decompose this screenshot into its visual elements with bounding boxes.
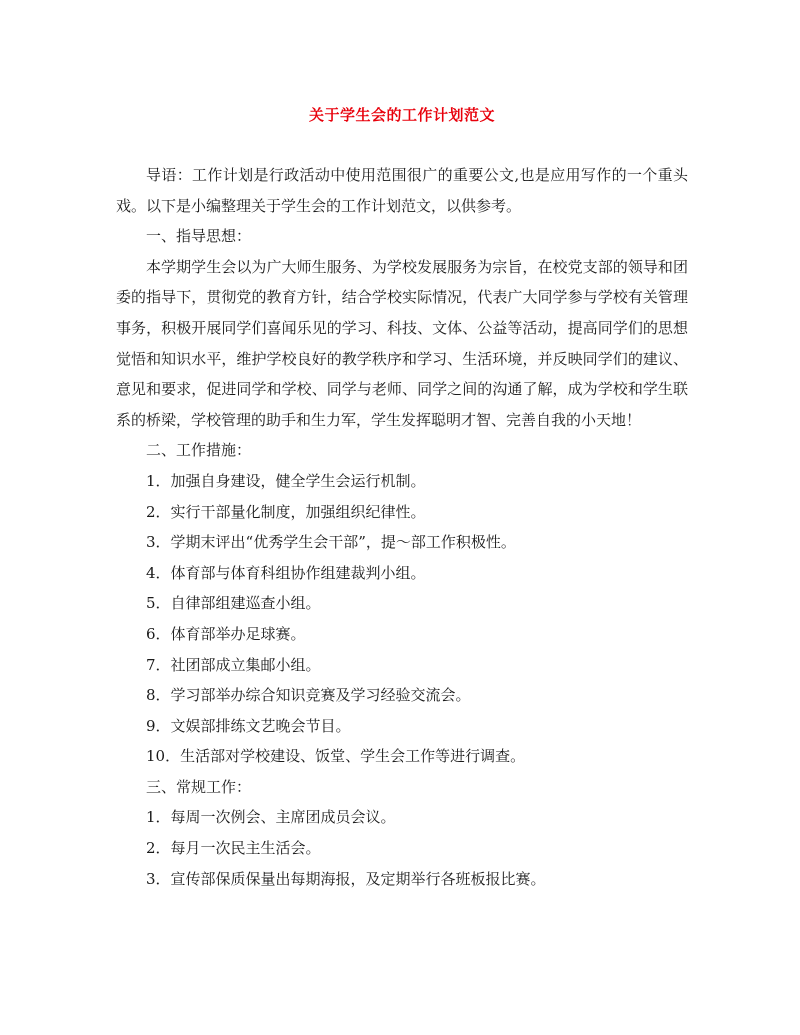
intro-paragraph: 导语：工作计划是行政活动中使用范围很广的重要公文,也是应用写作的一个重头戏。以下是小编整理关于学生会的工作计划范文，以供参考。 bbox=[116, 166, 688, 215]
section2-item: 5．自律部组建巡查小组。 bbox=[146, 594, 321, 613]
section2-item: 3．学期末评出“优秀学生会干部”，提～部工作积极性。 bbox=[146, 533, 516, 552]
document-body bbox=[116, 160, 688, 894]
section2-item: 4．体育部与体育科组协作组建裁判小组。 bbox=[146, 563, 426, 582]
section2-item: 1．加强自身建设，健全学生会运行机制。 bbox=[146, 471, 426, 490]
section1-paragraph: 本学期学生会以为广大师生服务、为学校发展服务为宗旨，在校党支部的领导和团委的指导下，贯彻党的教育方针，结合学校实际情况，代表广大同学参与学校有关管理事务，积极开展同学们喜闻乐见的学习、科技、文体、公益等活动，提高同学们的思想觉悟和知识水平，维护学校良好的教学秩序和学习、生活环境，并反映同学们的建议、意见和要求，促进同学和学校、同学与老师、同学之间的沟通了解，成为学校和学生联系的桥梁，学校管理的助手和生力军，学生发挥聪明才智、完善自我的小天地！ bbox=[116, 257, 688, 429]
section3-item: 2．每月一次民主生活会。 bbox=[146, 839, 321, 858]
document-title: 关于学生会的工作计划范文 bbox=[308, 106, 495, 124]
section3-heading: 三、常规工作： bbox=[146, 777, 252, 796]
section2-heading: 二、工作措施： bbox=[146, 441, 252, 460]
section2-item: 6．体育部举办足球赛。 bbox=[146, 624, 306, 643]
section2-item: 10．生活部对学校建设、饭堂、学生会工作等进行调查。 bbox=[146, 747, 526, 766]
section2-item: 9．文娱部排练文艺晚会节目。 bbox=[146, 716, 351, 735]
section1-heading: 一、指导思想： bbox=[146, 227, 252, 246]
section3-item: 3．宣传部保质保量出每期海报，及定期举行各班板报比赛。 bbox=[146, 869, 546, 888]
section2-item: 8．学习部举办综合知识竞赛及学习经验交流会。 bbox=[146, 686, 471, 705]
section3-item: 1．每周一次例会、主席团成员会议。 bbox=[146, 808, 396, 827]
section2-item: 7．社团部成立集邮小组。 bbox=[146, 655, 321, 674]
section2-item: 2．实行干部量化制度，加强组织纪律性。 bbox=[146, 502, 426, 521]
